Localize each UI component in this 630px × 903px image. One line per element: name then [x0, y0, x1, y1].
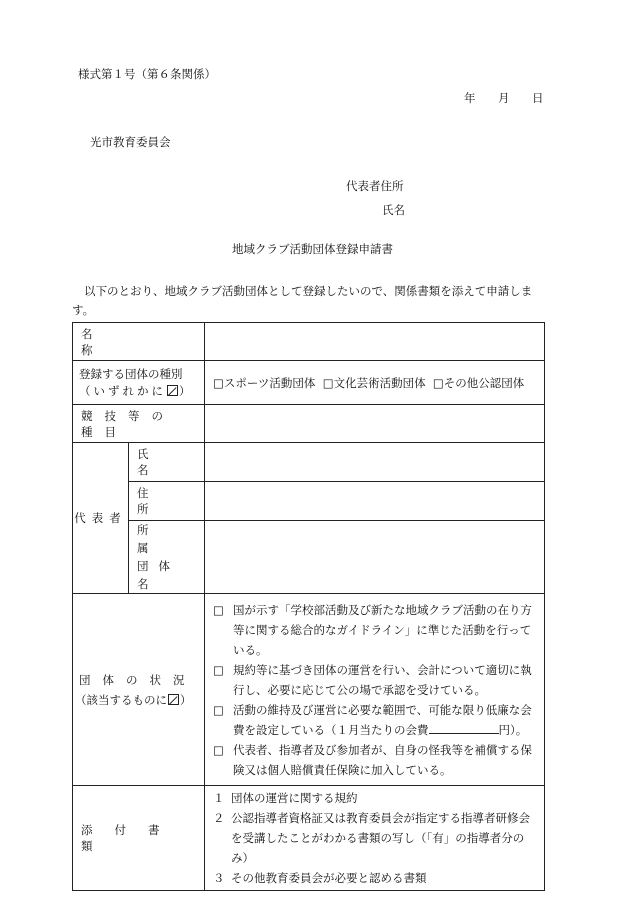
rep-name-value-cell[interactable] — [205, 443, 545, 482]
rep-name-label: 氏名 — [137, 447, 179, 477]
rep-address-label-cell — [129, 482, 205, 521]
status-label-line2: （該当するものに ） — [75, 692, 192, 707]
attachment-item: ２ 公認指導者資格証又は教育委員会が指定する指導者研修会を受講したことがわかる書類の写し（「有」の指導者分のみ） — [213, 811, 530, 865]
rep-name-label-cell — [129, 443, 205, 482]
rep-address-value-cell[interactable] — [205, 482, 545, 521]
form-number: 様式第１号（第６条関係） — [78, 67, 216, 81]
event-label-cell — [73, 405, 205, 443]
representative-label: 代表者 — [74, 511, 127, 525]
representative-label-cell — [73, 443, 129, 594]
row-attachments — [73, 786, 545, 891]
status-item[interactable]: □ 規約等に基づき団体の運営を行い、会計について適切に執行し、必要に応じて公の場で承認を受けている。 — [213, 662, 532, 697]
rep-org-label-1: 所属 — [137, 523, 179, 555]
status-label-line1: 団体の状況 — [79, 672, 197, 687]
attachment-item: ３ その他教育委員会が必要と認める書類 — [213, 871, 427, 885]
type-label-cell — [73, 361, 205, 405]
intro-paragraph: 以下のとおり、地域クラブ活動団体として登録したいので、関係書類を添えて申請します。 — [72, 284, 533, 317]
status-label-cell — [73, 594, 205, 786]
status-list-cell — [205, 594, 545, 786]
attachments-cell — [205, 786, 545, 891]
date-month: 月 — [498, 91, 510, 105]
status-item[interactable]: □ 代表者、指導者及び参加者が、自身の怪我等を補償する保険又は個人賠償責任保険に加入している。 — [213, 742, 532, 777]
type-options-cell — [205, 361, 545, 405]
row-status — [73, 594, 545, 786]
option-other[interactable]: □その他公認団体 — [432, 375, 525, 390]
row-rep-org — [73, 521, 545, 594]
date-year: 年 — [464, 91, 476, 105]
rep-org-value-cell[interactable] — [205, 521, 545, 594]
status-item[interactable]: □ 国が示す「学校部活動及び新たな地域クラブ活動の在り方等に関する総合的なガイドライン」に準じた活動を行っている。 — [213, 602, 532, 657]
row-name — [73, 323, 545, 361]
attach-label-cell — [73, 786, 205, 891]
addressee: 光市教育委員会 — [90, 135, 171, 149]
checked-box-icon — [167, 385, 178, 396]
row-rep-name — [73, 443, 545, 482]
checked-box-icon — [168, 694, 179, 705]
type-label-line1: 登録する団体の種別 — [79, 366, 183, 381]
document-title: 地域クラブ活動団体登録申請書 — [232, 242, 393, 256]
row-rep-address — [73, 482, 545, 521]
type-label-line2: （いずれかに ） — [79, 383, 194, 398]
event-label: 競技等の種目 — [81, 408, 175, 439]
option-sports[interactable]: □スポーツ活動団体 — [213, 375, 316, 390]
attachment-item: １ 団体の運営に関する規約 — [213, 791, 358, 805]
name-value-cell[interactable] — [205, 323, 545, 361]
option-culture[interactable]: □文化芸術活動団体 — [322, 375, 426, 390]
event-value-cell[interactable] — [205, 405, 545, 443]
fee-input[interactable] — [429, 721, 499, 734]
name-label-cell — [73, 323, 205, 361]
row-type — [73, 361, 545, 405]
registration-table — [72, 322, 545, 891]
name-label: 名称 — [81, 326, 189, 357]
date-line — [464, 90, 544, 106]
date-day: 日 — [532, 91, 544, 105]
row-event — [73, 405, 545, 443]
rep-org-label-2: 団体名 — [137, 559, 180, 591]
representative-address-label: 代表者住所 — [346, 179, 404, 193]
rep-address-label: 住所 — [137, 486, 179, 516]
rep-org-label-cell — [129, 521, 205, 594]
status-item[interactable]: □ 活動の維持及び運営に必要な範囲で、可能な限り低廉な会費を設定している（１月当たりの会費 円）。 — [213, 702, 532, 737]
attach-label: 添付書類 — [81, 823, 182, 853]
representative-name-label: 氏名 — [382, 203, 405, 217]
